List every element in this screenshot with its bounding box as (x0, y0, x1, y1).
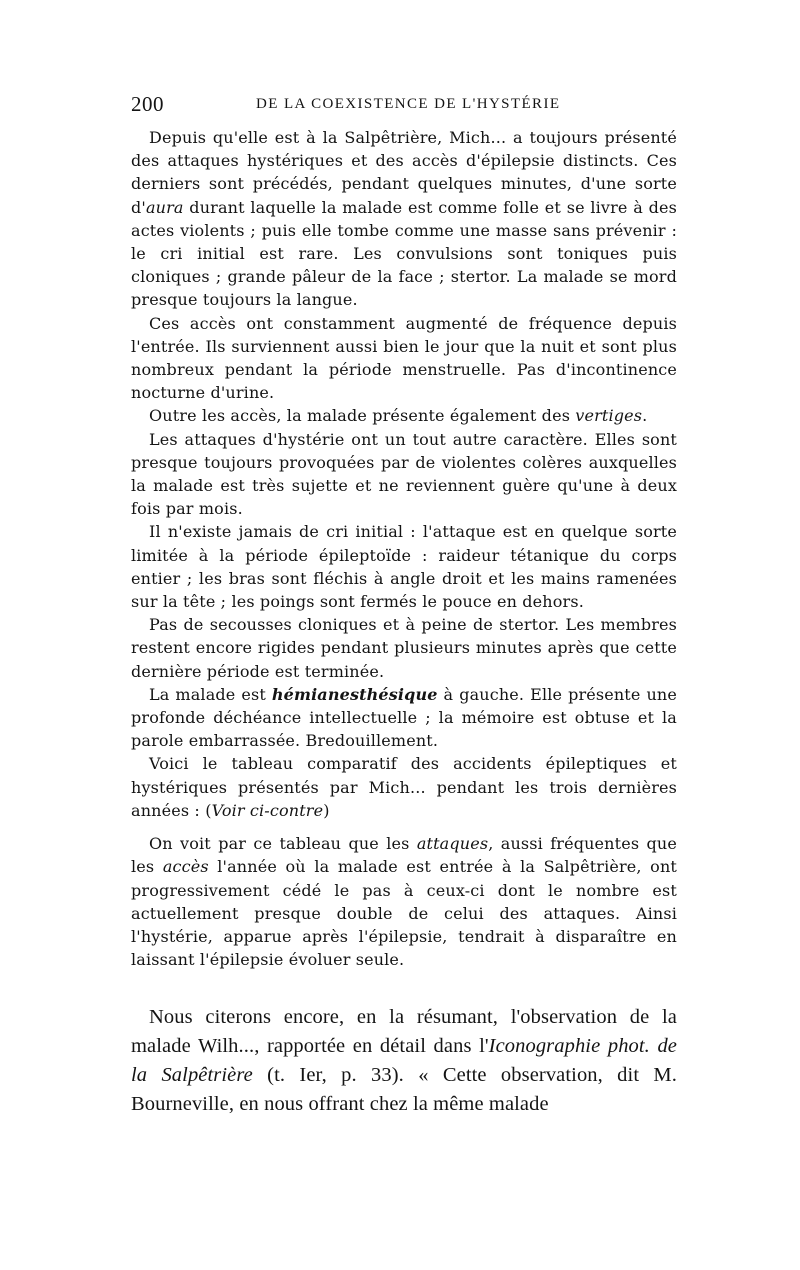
paragraph-10-text-c: (t. Ier, p. 33). « Cette observation, dit M. Bourneville, en nous offrant chez la même malade (131, 1064, 677, 1116)
paragraph-7 (131, 683, 677, 753)
paragraph-3-text-a: Outre les accès, la malade présente également des (149, 406, 576, 426)
running-header (131, 92, 677, 126)
paragraph-10-text-a: Nous citerons encore, en la résumant, l'observation de la malade Wilh..., rapportée en détail dans l' (131, 1006, 677, 1058)
paragraph-7-text-c: à gauche. Elle présente une profonde déchéance intellectuelle ; la mémoire est obtuse et la parole embarrassée. Bredouillement. (131, 684, 677, 751)
paragraph-9 (131, 832, 677, 971)
paragraph-9-text-e: l'année où la malade est entrée à la Salpêtrière, ont progressivement cédé le pas à ceux-ci dont le nombre est actuellement presque double de celui des attaques. Ainsi l'hystérie, apparue après l'épilepsie, tendrait à disparaître en laissant l'épilepsie évoluer seule. (131, 857, 678, 970)
document-page (131, 92, 677, 1119)
paragraph-9-italic-acces: accès (162, 857, 209, 877)
paragraph-8 (131, 752, 677, 822)
paragraph-1-italic-aura: aura (145, 197, 184, 217)
paragraph-10 (131, 1003, 677, 1119)
page-number: 200 (131, 92, 164, 116)
paragraph-8-text-c: ) (323, 800, 330, 820)
paragraph-6: Pas de secousses cloniques et à peine de stertor. Les membres restent encore rigides pendant plusieurs minutes après que cette dernière période est terminée. (131, 615, 677, 681)
paragraph-1-text-c: durant laquelle la malade est comme folle et se livre à des actes violents ; puis elle tombe comme une masse sans prévenir : le cri initial est rare. Les convulsions sont toniques puis cloniques ; grande pâleur de la face ; stertor. La malade se mord presque toujours la langue. (131, 197, 677, 310)
paragraph-10-italic-title: Iconographie phot. de la Salpêtrière (131, 1035, 677, 1087)
paragraph-1 (131, 126, 677, 312)
paragraph-8-text-a: Voici le tableau comparatif des accidents épileptiques et hystériques présentés par Mich... pendant les trois dernières années : ( (131, 754, 677, 820)
paragraph-9-text-a: On voit par ce tableau que les (149, 834, 417, 854)
paragraph-4: Les attaques d'hystérie ont un tout autre caractère. Elles sont presque toujours provoquées par de violentes colères auxquelles la malade est très sujette et ne reviennent guère qu'une à deux fois par mois. (131, 429, 677, 519)
running-title: DE LA COEXISTENCE DE L'HYSTÉRIE (256, 96, 561, 112)
paragraph-8-italic-reference: Voir ci-contre (211, 800, 324, 820)
paragraph-9-italic-attaques: attaques (416, 834, 489, 854)
paragraph-3-italic-vertiges: vertiges (575, 406, 643, 426)
paragraph-5: Il n'existe jamais de cri initial : l'attaque est en quelque sorte limitée à la période épileptoïde : raideur tétanique du corps entier ; les bras sont fléchis à angle droit et les mains ramenées sur la tête ; les poings sont fermés le pouce en dehors. (131, 522, 677, 612)
paragraph-7-text-a: La malade est (149, 684, 272, 704)
paragraph-1-text-a: Depuis qu'elle est à la Salpêtrière, Mich... a toujours présenté des attaques hystériques et des accès d'épilepsie distincts. Ces derniers sont précédés, pendant quelques minutes, d'une sorte d' (131, 128, 677, 217)
paragraph-7-bold-italic-term: hémianesthésique (271, 684, 438, 704)
paragraph-3 (131, 404, 677, 427)
body-text (131, 126, 677, 1119)
paragraph-2: Ces accès ont constamment augmenté de fréquence depuis l'entrée. Ils surviennent aussi bien le jour que la nuit et sont plus nombreux pendant la période menstruelle. Pas d'incontinence nocturne d'urine. (131, 313, 677, 403)
paragraph-9-text-c: , aussi fréquentes que les (131, 834, 677, 877)
paragraph-3-text-c: . (642, 406, 648, 426)
